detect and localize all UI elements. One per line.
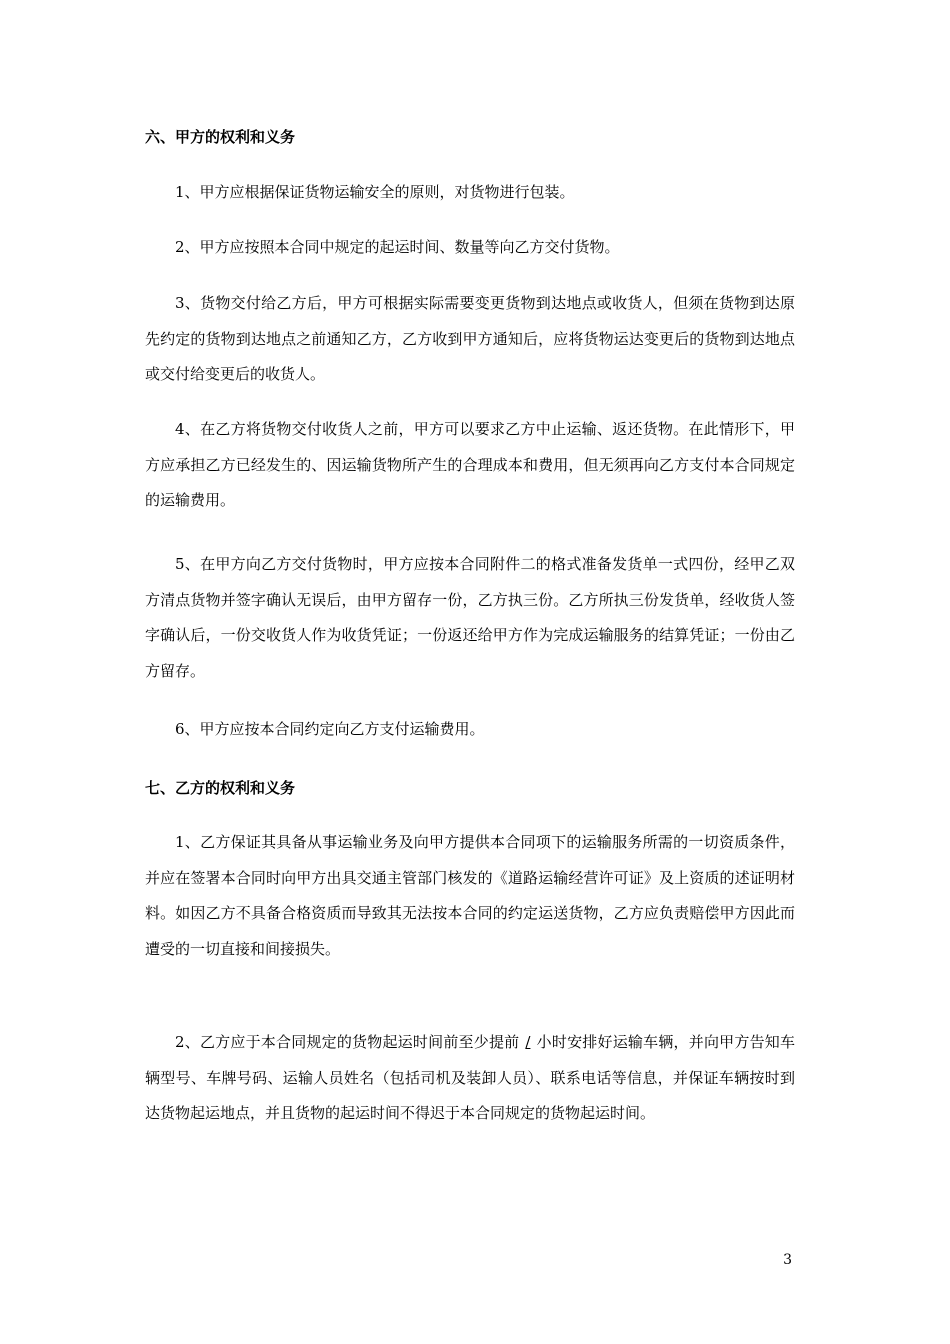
- hours-blank-field: /: [525, 1033, 531, 1051]
- section-7-item-2-text-start: 2、乙方应于本合同规定的货物起运时间前至少提前: [175, 1033, 520, 1051]
- section-7-heading: 七、乙方的权利和义务: [145, 779, 296, 797]
- section-6-heading: 六、甲方的权利和义务: [145, 128, 296, 146]
- section-6-item-5: 5、在甲方向乙方交付货物时，甲方应按本合同附件二的格式准备发货单一式四份，经甲乙双方清点货物并签字确认无误后，由甲方留存一份，乙方执三份。乙方所执三份发货单，经收货人签字确认后，一份交收货人作为收货凭证；一份返还给甲方作为完成运输服务的结算凭证；一份由乙方留存。: [145, 555, 795, 680]
- section-6-item-4: 4、在乙方将货物交付收货人之前，甲方可以要求乙方中止运输、返还货物。在此情形下，甲方应承担乙方已经发生的、因运输货物所产生的合理成本和费用，但无须再向乙方支付本合同规定的运输费用。: [145, 420, 795, 509]
- section-6-item-2: 2、甲方应按照本合同中规定的起运时间、数量等向乙方交付货物。: [175, 238, 620, 256]
- section-6-item-6: 6、甲方应按本合同约定向乙方支付运输费用。: [175, 720, 485, 738]
- section-7-item-2: [145, 1025, 795, 1132]
- section-6-item-1: 1、甲方应根据保证货物运输安全的原则，对货物进行包装。: [175, 183, 575, 201]
- section-6-item-3: 3、货物交付给乙方后，甲方可根据实际需要变更货物到达地点或收货人，但须在货物到达原先约定的货物到达地点之前通知乙方，乙方收到甲方通知后，应将货物运达变更后的货物到达地点或交付给变更后的收货人。: [145, 294, 795, 383]
- page-number: 3: [783, 1252, 792, 1268]
- section-7-item-2-text-end: 小时安排好运输车辆，并向甲方告知车辆型号、车牌号码、运输人员姓名（包括司机及装卸人员）、联系电话等信息，并保证车辆按时到达货物起运地点，并且货物的起运时间不得迟于本合同规定的货物起运时间。: [145, 1033, 795, 1122]
- section-7-item-1: 1、乙方保证其具备从事运输业务及向甲方提供本合同项下的运输服务所需的一切资质条件，并应在签署本合同时向甲方出具交通主管部门核发的《道路运输经营许可证》及上资质的述证明材料。如因乙方不具备合格资质而导致其无法按本合同的约定运送货物，乙方应负责赔偿甲方因此而遭受的一切直接和间接损失。: [145, 833, 795, 958]
